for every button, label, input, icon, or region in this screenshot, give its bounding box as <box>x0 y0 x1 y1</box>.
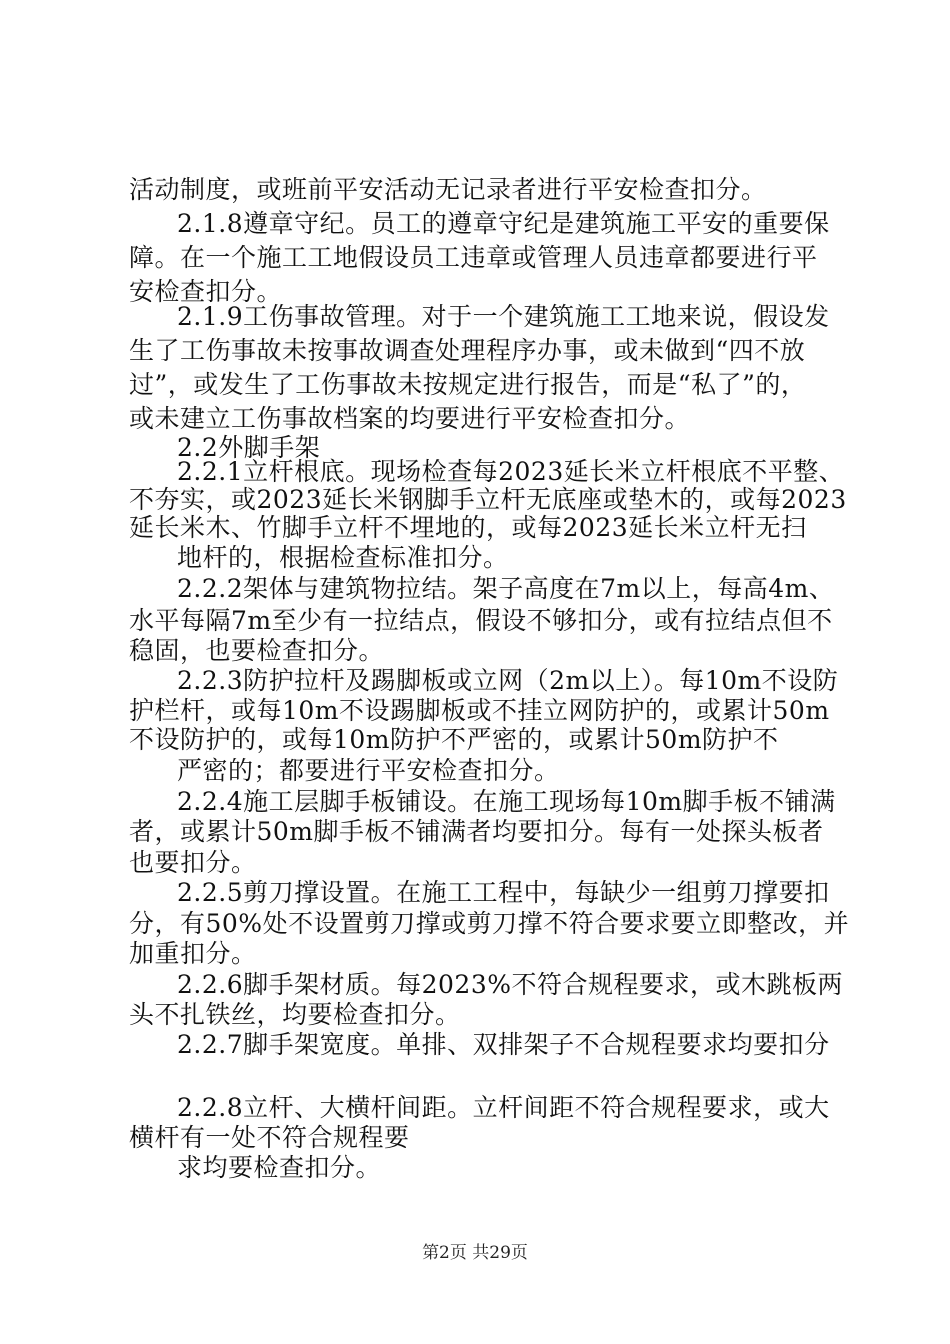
text-line: 求均要检查扣分。 <box>177 1153 382 1182</box>
text-line: 2.2.2架体与建筑物拉结。架子高度在7m以上，每高4m、 <box>177 574 835 603</box>
text-line: 生了工伤事故未按事故调查处理程序办事，或未做到“四不放 <box>129 336 806 365</box>
text-line: 障。在一个施工工地假设员工违章或管理人员违章都要进行平 <box>129 243 818 272</box>
text-line: 安检查扣分。 <box>129 277 283 306</box>
text-line: 严密的；都要进行平安检查扣分。 <box>177 756 560 785</box>
text-line: 2.1.8遵章守纪。员工的遵章守纪是建筑施工平安的重要保 <box>177 209 830 238</box>
text-line: 2.2.8立杆、大横杆间距。立杆间距不符合规程要求，或大 <box>177 1093 830 1122</box>
text-line: 者，或累计50m脚手板不铺满者均要扣分。每有一处探头板者 <box>129 817 824 846</box>
text-line: 2.1.9工伤事故管理。对于一个建筑施工工地来说，假设发 <box>177 302 830 331</box>
text-line: 水平每隔7m至少有一拉结点，假设不够扣分，或有拉结点但不 <box>129 606 833 635</box>
text-line: 2.2.6脚手架材质。每2023%不符合规程要求，或木跳板两 <box>177 970 843 999</box>
section-heading: 2.2外脚手架 <box>177 433 321 462</box>
text-line: 2.2.1立杆根底。现场检查每2023延长米立杆根底不平整、 <box>177 457 845 486</box>
text-line: 2.2.7脚手架宽度。单排、双排架子不合规程要求均要扣分 <box>177 1030 830 1059</box>
text-line: 活动制度，或班前平安活动无记录者进行平安检查扣分。 <box>129 175 767 204</box>
text-line: 分，有50%处不设置剪刀撑或剪刀撑不符合要求要立即整改，并 <box>129 909 850 938</box>
text-line: 过”，或发生了工伤事故未按规定进行报告，而是“私了”的， <box>129 370 807 399</box>
text-line: 稳固，也要检查扣分。 <box>129 636 385 665</box>
page-number-footer: 第2页 共29页 <box>422 1243 528 1263</box>
text-line: 护栏杆，或每10m不设踢脚板或不挂立网防护的，或累计50m <box>129 696 830 725</box>
text-line: 不设防护的，或每10m防护不严密的，或累计50m防护不 <box>129 725 779 754</box>
text-line: 2.2.3防护拉杆及踢脚板或立网（2m以上）。每10m不设防 <box>177 666 839 695</box>
text-line: 延长米木、竹脚手立杆不埋地的，或每2023延长米立杆无扫 <box>129 513 807 542</box>
text-line: 头不扎铁丝，均要检查扣分。 <box>129 1000 461 1029</box>
text-line: 或未建立工伤事故档案的均要进行平安检查扣分。 <box>129 404 691 433</box>
text-line: 2.2.4施工层脚手板铺设。在施工现场每10m脚手板不铺满 <box>177 787 836 816</box>
text-line: 也要扣分。 <box>129 848 257 877</box>
text-line: 地杆的，根据检查标准扣分。 <box>177 543 509 572</box>
text-line: 2.2.5剪刀撑设置。在施工工程中，每缺少一组剪刀撑要扣 <box>177 878 830 907</box>
text-line: 加重扣分。 <box>129 939 257 968</box>
text-line: 横杆有一处不符合规程要 <box>129 1123 410 1152</box>
text-line: 不夯实，或2023延长米钢脚手立杆无底座或垫木的，或每2023 <box>129 485 847 514</box>
